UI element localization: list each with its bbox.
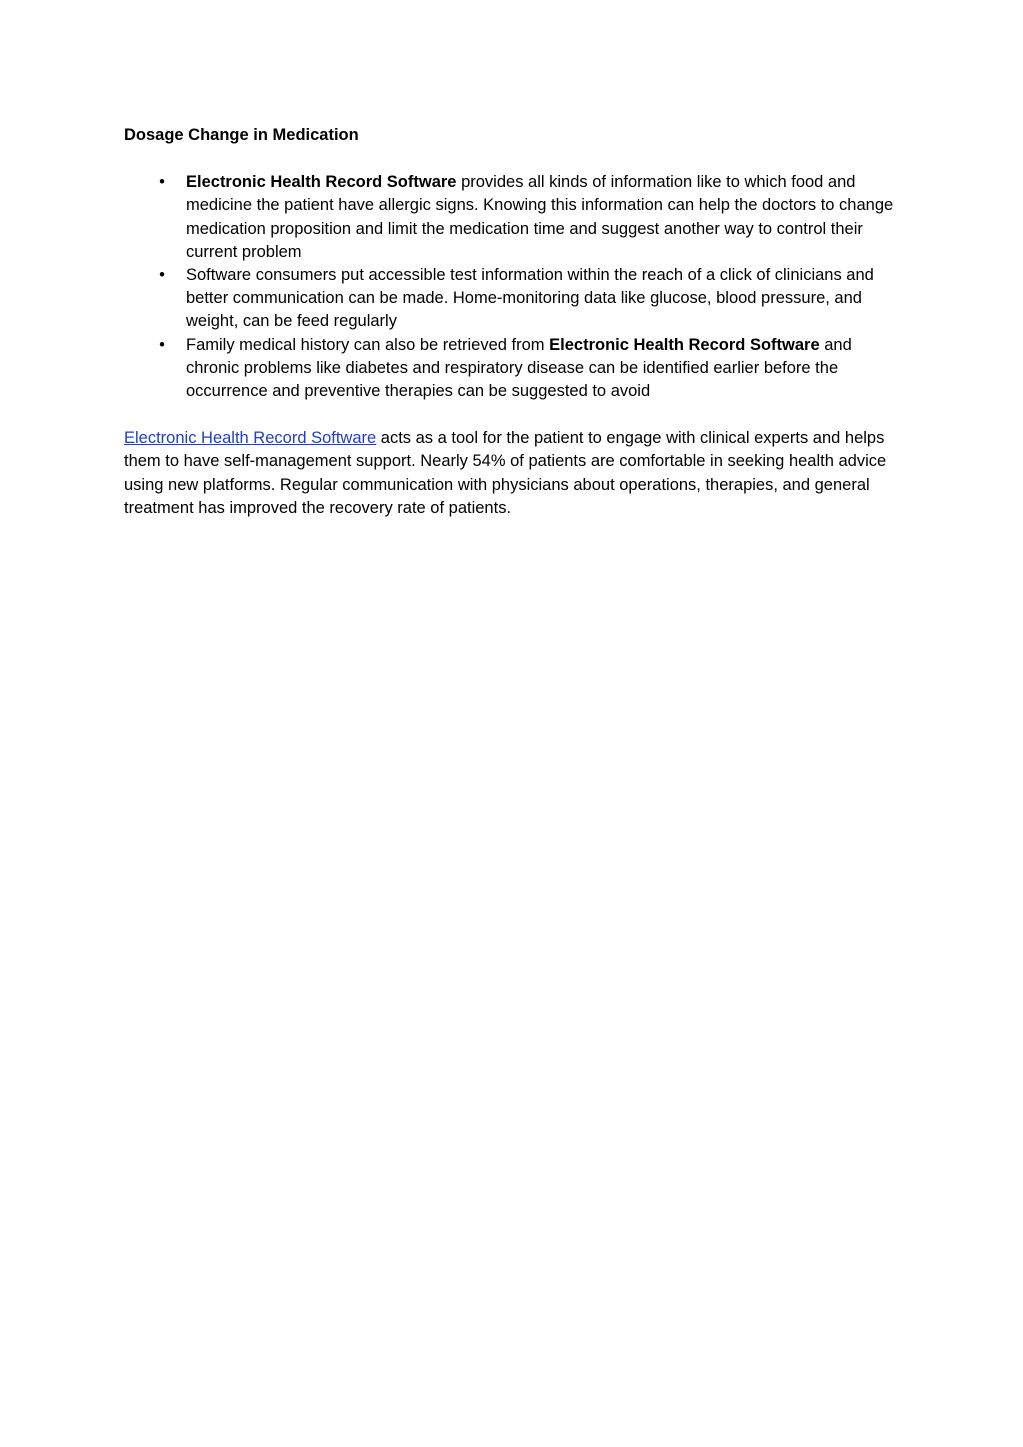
body-paragraph bbox=[124, 427, 894, 520]
bullet-list bbox=[124, 171, 894, 403]
list-item bbox=[124, 171, 894, 264]
list-item bbox=[124, 264, 894, 334]
bullet-icon: • bbox=[159, 173, 165, 192]
paragraph-text: acts as a tool for the patient to engage with clinical experts and helps them to have self-management support. Nearly 54% of patients are comfortable in seeking health advice using new platforms. Regular communication with physicians about operations, therapies, and general treatment has improved the recovery rate of patients. bbox=[124, 429, 887, 517]
bullet-text: Software consumers put accessible test information within the reach of a click of clinicians and better communication can be made. Home-monitoring data like glucose, blood pressure, and weight, can be feed regularly bbox=[186, 266, 874, 331]
bullet-text: and chronic problems like diabetes and respiratory disease can be identified earlier before the occurrence and preventive therapies can be suggested to avoid bbox=[186, 335, 852, 401]
ehr-software-link[interactable]: Electronic Health Record Software bbox=[124, 429, 377, 448]
bullet-icon: • bbox=[159, 266, 165, 285]
bullet-text: Family medical history can also be retrieved from bbox=[186, 335, 550, 354]
bold-term: Electronic Health Record Software bbox=[549, 335, 820, 354]
section-heading: Dosage Change in Medication bbox=[124, 126, 359, 144]
document-body bbox=[124, 124, 894, 520]
bullet-icon: • bbox=[159, 335, 165, 354]
list-item bbox=[124, 334, 894, 404]
bold-term: Electronic Health Record Software bbox=[186, 173, 457, 192]
bullet-text: provides all kinds of information like to which food and medicine the patient have allergic signs. Knowing this information can help the doctors to change medication proposition and limit the medication time and suggest another way to control their current problem bbox=[186, 173, 894, 261]
